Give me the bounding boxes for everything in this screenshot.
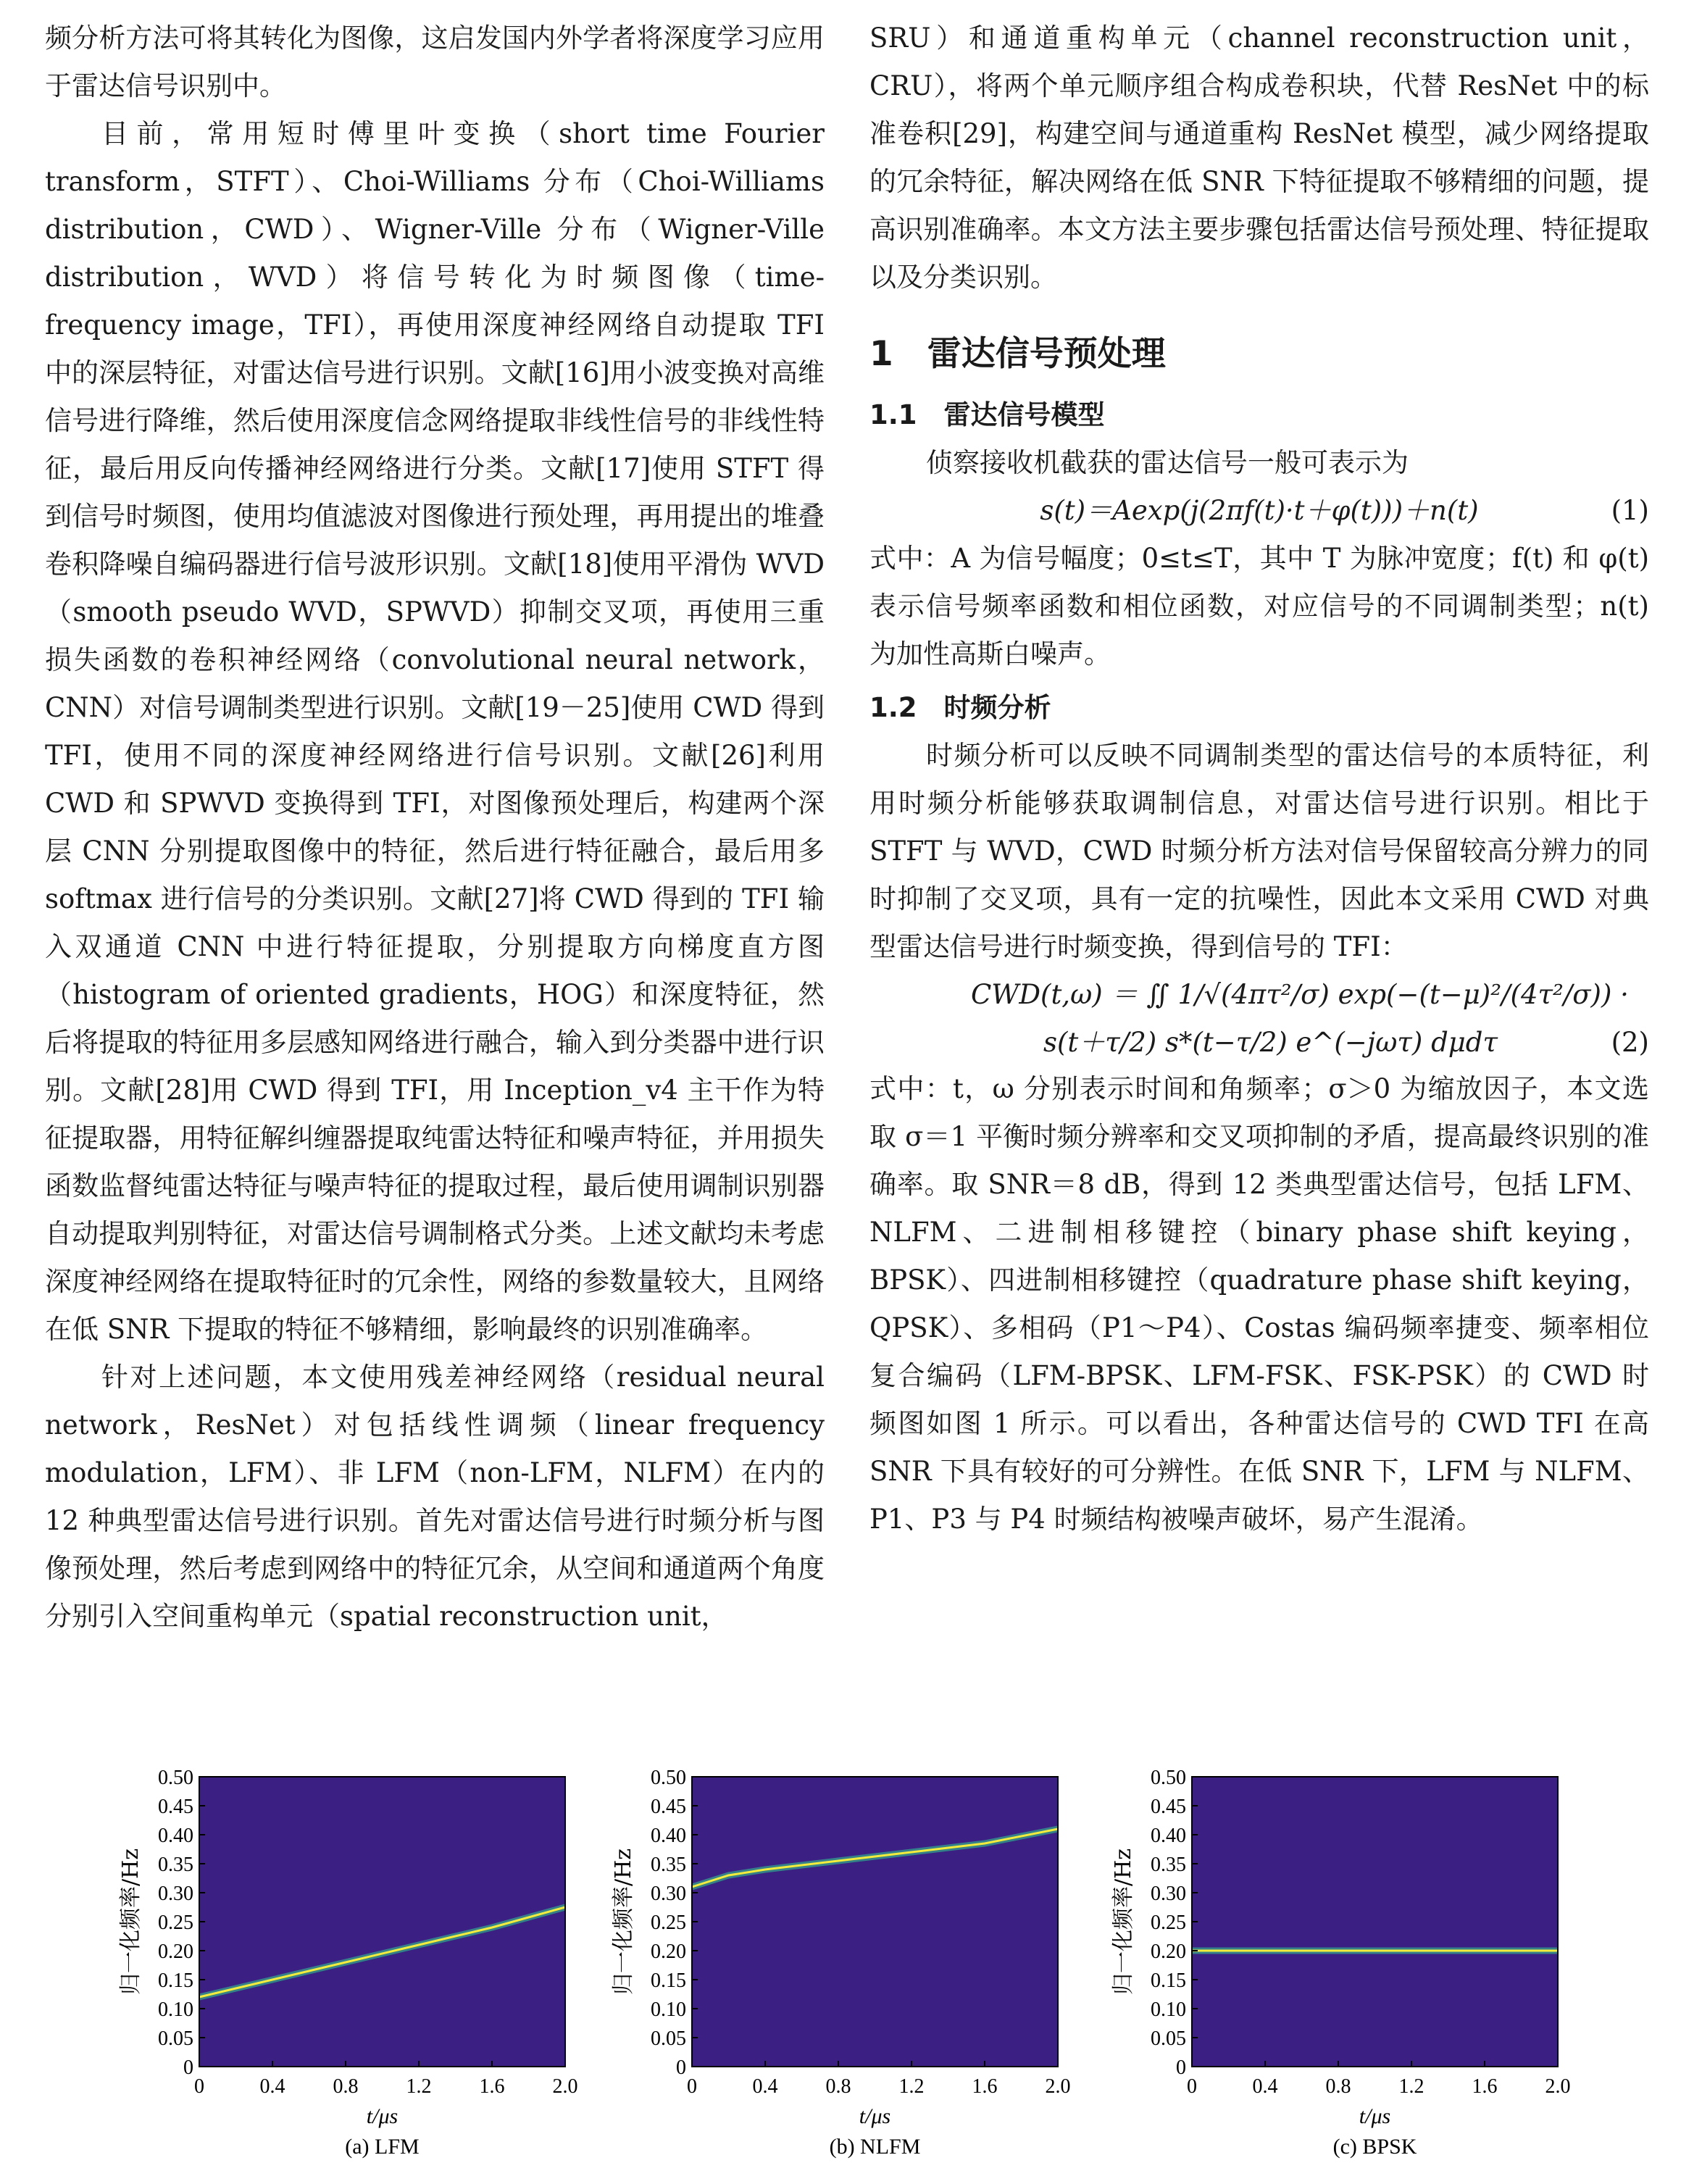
paragraph-method-summary: SRU）和通道重构单元（channel reconstruction unit，CRU），将两个单元顺序组合构成卷积块，代替 ResNet 中的标准卷积[29]，构建空间与通道重构 ResNet 模型，减少网络提取的冗余特征，解决网络在低 SNR 下特征提取不够精细的问题，提高识别准确率。本文方法主要步骤包括雷达信号预处理、特征提取以及分类识别。 [869,22,1649,293]
y-tick-label: 0.15 [1151,1970,1186,1992]
equation-2-line-2: s(t＋τ/2) s*(t−τ/2) e^(−jωτ) dμdτ [1043,1027,1498,1058]
y-tick-label: 0.30 [158,1883,193,1905]
subsection-heading-1-2: 1.2 时频分析 [869,692,1051,723]
x-tick-label: 1.2 [898,2075,925,2098]
y-tick-label: 0.35 [158,1854,193,1876]
chart-lfm [109,1761,580,2159]
paragraph-signal-model: 侦察接收机截获的雷达信号一般可表示为 [926,447,1409,478]
paragraph-time-frequency: 时频分析可以反映不同调制类型的雷达信号的本质特征，利用时频分析能够获取调制信息，对雷达信号进行识别。相比于 STFT 与 WVD，CWD 时频分析方法对信号保留较高分辨力的同时抑制了交叉项，具有一定的抗噪性，因此本文采用 CWD 对典型雷达信号进行时频变换，得到信号的 TFI： [869,740,1649,962]
y-tick-label: 0.20 [1151,1941,1186,1963]
paragraph-intro-end: 频分析方法可将其转化为图像，这启发国内外学者将深度学习应用于雷达信号识别中。 [45,22,825,101]
figure-caption: (b) NLFM [829,2135,921,2159]
x-tick-label: 0.8 [1325,2075,1351,2098]
chart-bpsk [1101,1761,1572,2159]
y-tick-label: 0.30 [651,1883,686,1905]
x-tick-label: 1.2 [1398,2075,1424,2098]
equation-1 [869,487,1649,535]
paragraph-equation-1-explanation: 式中：A 为信号幅度；0≤t≤T，其中 T 为脉冲宽度；f(t) 和 φ(t) 表示信号频率函数和相位函数，对应信号的不同调制类型；n(t) 为加性高斯白噪声。 [869,543,1649,670]
right-column [869,14,1649,1543]
x-tick-label: 0.8 [825,2075,851,2098]
y-tick-label: 0.25 [1151,1912,1186,1934]
x-tick-label: 0 [1187,2075,1197,2098]
figure-caption: (a) LFM [345,2135,420,2159]
chart-nlfm [601,1761,1072,2159]
x-tick-label: 1.6 [972,2075,998,2098]
y-tick-label: 0.50 [651,1767,686,1789]
y-axis-label: 归一化频率/Hz [1111,1848,1136,1996]
x-tick-label: 1.6 [479,2075,505,2098]
y-tick-label: 0.10 [651,1998,686,2021]
equation-2-number: (2) [1611,1027,1649,1058]
y-tick-label: 0.35 [651,1854,686,1876]
paragraph-related-work: 目前，常用短时傅里叶变换（short time Fourier transform，STFT）、Choi-Williams 分布（Choi-Williams distribution，CWD）、Wigner-Ville 分布（Wigner-Ville distribution，WVD）将信号转化为时频图像（time-frequency image，TFI），再使用深度神经网络自动提取 TFI 中的深层特征，对雷达信号进行识别。文献[16]用小波变换对高维信号进行降维，然后使用深度信念网络提取非线性信号的非线性特征，最后用反向传播神经网络进行分类。文献[17]使用 STFT 得到信号时频图，使用均值滤波对图像进行预处理，再用提出的堆叠卷积降噪自编码器进行信号波形识别。文献[18]使用平滑伪 WVD（smooth pseudo WVD，SPWVD）抑制交叉项，再使用三重损失函数的卷积神经网络（convolutional neural network，CNN）对信号调制类型进行识别。文献[19－25]使用 CWD 得到 TFI，使用不同的深度神经网络进行信号识别。文献[26]利用 CWD 和 SPWVD 变换得到 TFI，对图像预处理后，构建两个深层 CNN 分别提取图像中的特征，然后进行特征融合，最后用多 softmax 进行信号的分类识别。文献[27]将 CWD 得到的 TFI 输入双通道 CNN 中进行特征提取，分别提取方向梯度直方图（histogram of oriented gradients，HOG）和深度特征，然后将提取的特征用多层感知网络进行融合，输入到分类器中进行识别。文献[28]用 CWD 得到 TFI，用 Inception_v4 主干作为特征提取器，用特征解纠缠器提取纯雷达特征和噪声特征，并用损失函数监督纯雷达特征与噪声特征的提取过程，最后使用调制识别器自动提取判别特征，对雷达信号调制格式分类。上述文献均未考虑深度神经网络在提取特征时的冗余性，网络的参数量较大，且网络在低 SNR 下提取的特征不够精细，影响最终的识别准确率。 [45,118,825,1345]
left-column [45,14,825,1641]
y-tick-label: 0.10 [158,1998,193,2021]
y-tick-label: 0.05 [1151,2027,1186,2050]
y-tick-label: 0.25 [158,1912,193,1934]
equation-2 [869,971,1649,1065]
y-tick-label: 0.05 [158,2027,193,2050]
x-tick-label: 2.0 [552,2075,578,2098]
y-tick-label: 0.45 [651,1796,686,1818]
equation-2-line-1: CWD(t,ω) ＝ ∬ 1/√(4πτ²/σ) exp(−(t−μ)²/(4τ²/σ)) · [971,979,1629,1010]
x-tick-label: 0.4 [259,2075,285,2098]
paragraph-proposed-method: 针对上述问题，本文使用残差神经网络（residual neural network，ResNet）对包括线性调频（linear frequency modulation，LFM）、非 LFM（non-LFM，NLFM）在内的 12 种典型雷达信号进行识别。首先对雷达信号进行时频分析与图像预处理，然后考虑到网络中的特征冗余，从空间和通道两个角度分别引入空间重构单元（spatial reconstruction unit， [45,1362,825,1632]
x-tick-label: 0.4 [1252,2075,1278,2098]
y-tick-label: 0.05 [651,2027,686,2050]
x-tick-label: 2.0 [1045,2075,1071,2098]
paragraph-equation-2-explanation: 式中：t，ω 分别表示时间和角频率；σ＞0 为缩放因子，本文选取 σ＝1 平衡时频分辨率和交叉项抑制的矛盾，提高最终识别的准确率。取 SNR＝8 dB，得到 12 类典型雷达信号，包括 LFM、NLFM、二进制相移键控（binary phase shift keying，BPSK）、四进制相移键控（quadrature phase shift keying，QPSK）、多相码（P1～P4）、Costas 编码频率捷变、频率相位复合编码（LFM-BPSK、LFM-FSK、FSK-PSK）的 CWD 时频图如图 1 所示。可以看出，各种雷达信号的 CWD TFI 在高 SNR 下具有较好的可分辨性。在低 SNR 下，LFM 与 NLFM、P1、P3 与 P4 时频结构被噪声破坏，易产生混淆。 [869,1073,1649,1535]
x-tick-label: 0.8 [333,2075,359,2098]
plot-background [692,1777,1058,2067]
x-tick-label: 0 [194,2075,204,2098]
y-tick-label: 0.40 [158,1825,193,1847]
y-tick-label: 0.15 [158,1970,193,1992]
figure-caption: (c) BPSK [1332,2135,1417,2159]
equation-1-number: (1) [1611,495,1649,526]
section-heading-1: 1 雷达信号预处理 [869,334,1166,374]
y-tick-label: 0.15 [651,1970,686,1992]
x-tick-label: 0 [687,2075,697,2098]
x-axis-label: t/μs [366,2104,399,2128]
y-tick-label: 0 [183,2056,193,2079]
x-axis-label: t/μs [859,2104,891,2128]
y-tick-label: 0.40 [1151,1825,1186,1847]
x-tick-label: 1.6 [1472,2075,1498,2098]
equation-1-body: s(t)＝Aexp(j(2πf(t)·t＋φ(t)))＋n(t) [1040,495,1479,526]
y-tick-label: 0.50 [158,1767,193,1789]
plot-background [1192,1777,1558,2067]
y-axis-label: 归一化频率/Hz [611,1848,636,1996]
y-tick-label: 0.20 [158,1941,193,1963]
figure-1a-lfm [109,1761,580,2167]
y-tick-label: 0.25 [651,1912,686,1934]
y-tick-label: 0.20 [651,1941,686,1963]
y-tick-label: 0.30 [1151,1883,1186,1905]
subsection-heading-1-1: 1.1 雷达信号模型 [869,399,1105,430]
x-tick-label: 2.0 [1545,2075,1571,2098]
figure-1c-bpsk [1101,1761,1572,2167]
y-tick-label: 0.35 [1151,1854,1186,1876]
y-tick-label: 0.45 [158,1796,193,1818]
y-tick-label: 0.45 [1151,1796,1186,1818]
y-tick-label: 0 [1176,2056,1186,2079]
x-axis-label: t/μs [1359,2104,1391,2128]
x-tick-label: 1.2 [406,2075,432,2098]
figure-1b-nlfm [601,1761,1072,2167]
y-tick-label: 0.10 [1151,1998,1186,2021]
y-axis-label: 归一化频率/Hz [118,1848,143,1996]
x-tick-label: 0.4 [752,2075,778,2098]
y-tick-label: 0 [676,2056,686,2079]
y-tick-label: 0.40 [651,1825,686,1847]
y-tick-label: 0.50 [1151,1767,1186,1789]
